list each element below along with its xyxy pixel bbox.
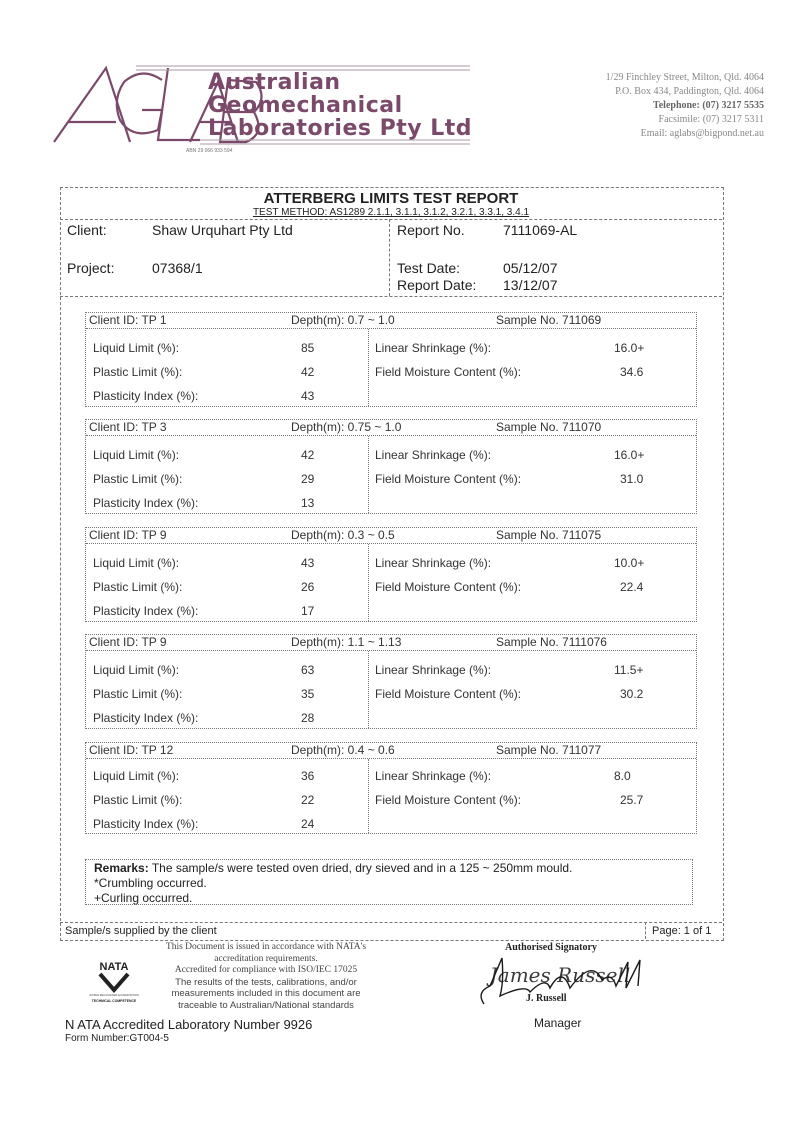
test-date-label: Test Date: xyxy=(397,260,461,276)
telephone: Telephone: (07) 3217 5535 xyxy=(652,100,764,111)
plastic-limit-label: Plastic Limit (%): xyxy=(93,365,183,379)
plastic-limit-label: Plastic Limit (%): xyxy=(93,580,183,594)
nata-line-3: Accredited for compliance with ISO/IEC 17025 xyxy=(174,965,358,975)
client-id: Client ID: TP 9 xyxy=(89,635,167,649)
company-name-line3: Laboratories Pty Ltd xyxy=(208,116,473,141)
sample-block xyxy=(85,634,697,729)
linear-shrinkage-label: Linear Shrinkage (%): xyxy=(375,448,492,462)
report-title: ATTERBERG LIMITS TEST REPORT xyxy=(263,190,519,207)
linear-shrinkage-value: 8.0 xyxy=(614,769,631,783)
nata-line-6: traceable to Australian/National standards xyxy=(178,999,354,1011)
client-id: Client ID: TP 3 xyxy=(89,420,167,434)
plasticity-index-value: 17 xyxy=(301,604,315,618)
nata-statement xyxy=(150,942,382,1011)
nata-line-5: measurements included in this document are xyxy=(171,988,361,999)
plasticity-index-label: Plasticity Index (%): xyxy=(93,817,199,831)
remarks-line-3: +Curling occurred. xyxy=(94,891,193,905)
sample-no: Sample No. 711077 xyxy=(496,743,602,757)
linear-shrinkage-value: 11.5+ xyxy=(614,663,644,677)
depth: Depth(m): 0.4 ~ 0.6 xyxy=(291,743,395,757)
divider xyxy=(389,219,390,296)
signatory-label: Authorised Signatory xyxy=(505,942,597,953)
column-divider xyxy=(368,759,369,833)
column-divider xyxy=(368,436,369,513)
sample-no: Sample No. 711070 xyxy=(496,420,602,434)
plasticity-index-label: Plasticity Index (%): xyxy=(93,496,199,510)
liquid-limit-value: 63 xyxy=(301,663,315,677)
test-date-value: 05/12/07 xyxy=(503,260,558,276)
client-label: Client: xyxy=(67,222,107,238)
linear-shrinkage-value: 10.0+ xyxy=(614,556,645,570)
liquid-limit-label: Liquid Limit (%): xyxy=(93,448,180,462)
divider xyxy=(645,922,646,939)
plastic-limit-value: 42 xyxy=(301,365,315,379)
depth: Depth(m): 0.75 ~ 1.0 xyxy=(291,420,402,434)
depth: Depth(m): 1.1 ~ 1.13 xyxy=(291,635,402,649)
sample-no: Sample No. 711075 xyxy=(496,528,602,542)
nata-logo-subtext: WORLD RECOGNISED ACCREDITATION xyxy=(89,994,139,997)
linear-shrinkage-label: Linear Shrinkage (%): xyxy=(375,769,492,783)
report-no-label: Report No. xyxy=(397,222,465,238)
sample-block xyxy=(85,312,697,407)
report-date-label: Report Date: xyxy=(397,277,477,293)
plastic-limit-value: 35 xyxy=(301,687,315,701)
sample-no: Sample No. 7111076 xyxy=(496,635,607,649)
liquid-limit-label: Liquid Limit (%): xyxy=(93,769,180,783)
project-label: Project: xyxy=(67,260,115,276)
client-id: Client ID: TP 1 xyxy=(89,313,167,327)
report-no-value: 7111069-AL xyxy=(503,222,578,238)
address-line-2: P.O. Box 434, Paddington, Qld. 4064 xyxy=(615,86,764,97)
liquid-limit-label: Liquid Limit (%): xyxy=(93,663,180,677)
plastic-limit-value: 26 xyxy=(301,580,315,594)
report-date-value: 13/12/07 xyxy=(503,277,558,293)
email: Email: aglabs@bigpond.net.au xyxy=(640,128,764,139)
sample-block xyxy=(85,527,697,622)
liquid-limit-label: Liquid Limit (%): xyxy=(93,556,180,570)
plasticity-index-label: Plasticity Index (%): xyxy=(93,604,199,618)
nata-logo xyxy=(89,958,139,1006)
company-abn: ABN 29 066 933 594 xyxy=(186,148,233,154)
linear-shrinkage-value: 16.0+ xyxy=(614,448,645,462)
plasticity-index-value: 13 xyxy=(301,496,315,510)
client-id: Client ID: TP 12 xyxy=(89,743,174,757)
divider xyxy=(60,296,722,297)
sample-header xyxy=(86,635,696,651)
nata-line-4: The results of the tests, calibrations, and/or xyxy=(175,976,357,988)
plastic-limit-value: 29 xyxy=(301,472,315,486)
field-moisture-label: Field Moisture Content (%): xyxy=(375,365,522,379)
sample-header xyxy=(86,743,696,759)
plastic-limit-label: Plastic Limit (%): xyxy=(93,687,183,701)
plastic-limit-value: 22 xyxy=(301,793,315,807)
field-moisture-value: 25.7 xyxy=(620,793,644,807)
sample-header xyxy=(86,313,696,329)
company-name xyxy=(208,72,472,141)
column-divider xyxy=(368,651,369,728)
field-moisture-value: 31.0 xyxy=(620,472,644,486)
linear-shrinkage-value: 16.0+ xyxy=(614,341,645,355)
sample-block xyxy=(85,742,697,834)
liquid-limit-value: 85 xyxy=(301,341,315,355)
divider xyxy=(60,922,722,923)
linear-shrinkage-label: Linear Shrinkage (%): xyxy=(375,556,492,570)
nata-logo-text: NATA xyxy=(99,961,129,973)
remarks-line-2: *Crumbling occurred. xyxy=(94,876,207,890)
remarks-box xyxy=(85,859,693,905)
remarks-line-1: The sample/s were tested oven dried, dry sieved and in a 125 ~ 250mm mould. xyxy=(148,861,573,875)
sample-header xyxy=(86,420,696,436)
supplied-note: Sample/s supplied by the client xyxy=(65,925,217,937)
signatory-name: J. Russell xyxy=(526,993,567,1004)
company-address-block xyxy=(606,71,764,141)
plastic-limit-label: Plastic Limit (%): xyxy=(93,793,183,807)
field-moisture-label: Field Moisture Content (%): xyxy=(375,580,522,594)
depth: Depth(m): 0.3 ~ 0.5 xyxy=(291,528,395,542)
page-number: Page: 1 of 1 xyxy=(652,925,712,937)
liquid-limit-label: Liquid Limit (%): xyxy=(93,341,180,355)
column-divider xyxy=(368,329,369,406)
nata-line-2: accreditation requirements. xyxy=(214,953,318,964)
company-name-line1: Australian xyxy=(208,70,341,95)
plasticity-index-value: 43 xyxy=(301,389,315,403)
nata-line-1: This Document is issued in accordance with NATA's xyxy=(165,942,367,952)
client-value: Shaw Urquhart Pty Ltd xyxy=(152,222,293,238)
plastic-limit-label: Plastic Limit (%): xyxy=(93,472,183,486)
field-moisture-value: 22.4 xyxy=(620,580,644,594)
sample-header xyxy=(86,528,696,544)
nata-logo-subtext-2: TECHNICAL COMPETENCE xyxy=(91,999,137,1003)
address-line-1: 1/29 Finchley Street, Milton, Qld. 4064 xyxy=(605,72,764,83)
nata-accreditation-number: N ATA Accredited Laboratory Number 9926 xyxy=(65,1017,313,1032)
form-number: Form Number:GT004-5 xyxy=(65,1033,169,1044)
company-name-line2: Geomechanical xyxy=(208,93,403,118)
field-moisture-label: Field Moisture Content (%): xyxy=(375,472,522,486)
field-moisture-value: 34.6 xyxy=(620,365,644,379)
project-value: 07368/1 xyxy=(152,260,203,276)
signatory-title: Manager xyxy=(534,1016,582,1030)
plasticity-index-label: Plasticity Index (%): xyxy=(93,711,199,725)
plasticity-index-value: 24 xyxy=(301,817,315,831)
plasticity-index-value: 28 xyxy=(301,711,315,725)
sample-block xyxy=(85,419,697,514)
linear-shrinkage-label: Linear Shrinkage (%): xyxy=(375,663,492,677)
liquid-limit-value: 42 xyxy=(301,448,315,462)
remarks-label: Remarks: xyxy=(94,861,149,875)
sample-no: Sample No. 711069 xyxy=(496,313,602,327)
liquid-limit-value: 43 xyxy=(301,556,315,570)
depth: Depth(m): 0.7 ~ 1.0 xyxy=(291,313,395,327)
client-id: Client ID: TP 9 xyxy=(89,528,167,542)
field-moisture-label: Field Moisture Content (%): xyxy=(375,687,522,701)
linear-shrinkage-label: Linear Shrinkage (%): xyxy=(375,341,492,355)
facsimile: Facsimile: (07) 3217 5311 xyxy=(658,114,764,125)
field-moisture-label: Field Moisture Content (%): xyxy=(375,793,522,807)
divider xyxy=(60,219,722,220)
signature-text: James Russell xyxy=(489,963,631,987)
test-method: TEST METHOD: AS1289 2.1.1, 3.1.1, 3.1.2, 3.2.1, 3.3.1, 3.4.1 xyxy=(252,207,530,218)
plasticity-index-label: Plasticity Index (%): xyxy=(93,389,199,403)
field-moisture-value: 30.2 xyxy=(620,687,644,701)
column-divider xyxy=(368,544,369,621)
liquid-limit-value: 36 xyxy=(301,769,315,783)
